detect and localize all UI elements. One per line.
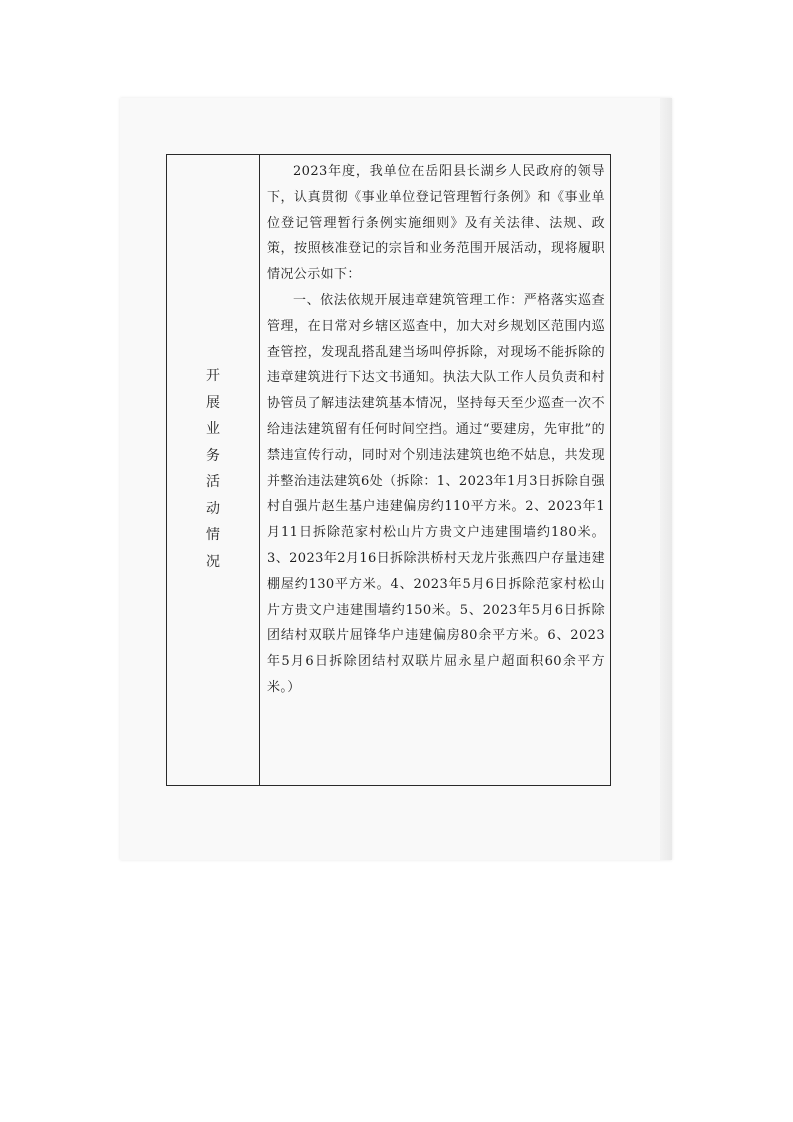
activity-table [166,154,611,786]
row-label-char: 况 [206,553,220,570]
row-label [201,363,225,575]
enforcement-paragraph: 一、依法依规开展违章建筑管理工作：严格落实巡查管理，在日常对乡辖区巡查中，加大对乡规划区范围内巡查管控，发现乱搭乱建当场叫停拆除，对现场不能拆除的违章建筑进行下达文书通知。执法大队工作人员负责和村协管员了解违法建筑基本情况，坚持每天至少巡查一次不给违法建筑留有任何时间空挡。通过“要建房，先审批”的禁违宣传行动，同时对个别违法建筑也绝不姑息，共发现并整治违法建筑6处（拆除：1、2023年1月3日拆除自强村自强片赵生基户违建偏房约110平方米。2、2023年1月11日拆除范家村松山片方贵文户违建围墙约180米。3、2023年2月16日拆除洪桥村天龙片张燕四户存量违建棚屋约130平方米。4、2023年5月6日拆除范家村松山片方贵文户违建围墙约150米。5、2023年5月6日拆除团结村双联片屈锋华户违建偏房80余平方米。6、2023年5月6日拆除团结村双联片屈永星户超面积60余平方米。） [267,292,605,695]
row-label-char: 开 [206,368,220,384]
row-label-char: 情 [206,527,220,543]
column-divider [259,155,260,785]
label-cell [167,155,259,785]
content-cell [267,155,605,701]
intro-paragraph: 2023年度，我单位在岳阳县长湖乡人民政府的领导下，认真贯彻《事业单位登记管理暂行条例》和《事业单位登记管理暂行条例实施细则》及有关法律、法规、政策，按照核准登记的宗旨和业务范围开展活动，现将履职情况公示如下： [267,164,605,283]
row-label-char: 务 [206,447,220,464]
row-label-char: 业 [206,421,220,437]
row-label-char: 动 [206,500,220,517]
row-label-char: 展 [206,394,220,411]
row-label-char: 活 [206,474,220,490]
scan-page-edge [660,98,672,860]
